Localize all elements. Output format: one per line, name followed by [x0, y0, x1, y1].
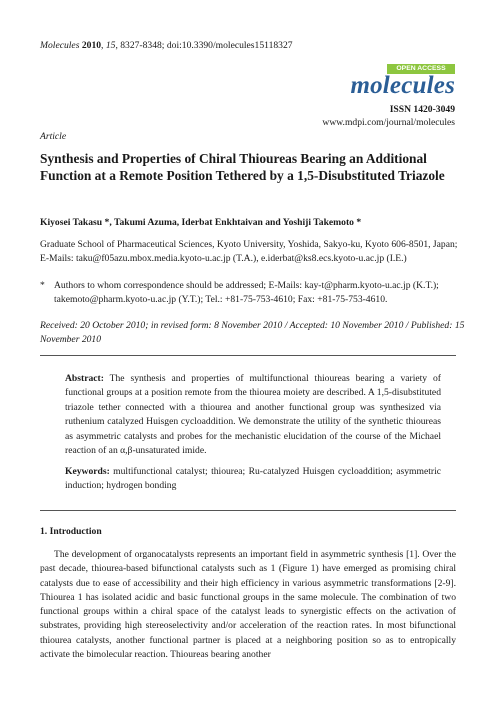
section-heading: 1. Introduction [40, 526, 102, 537]
journal-logo: molecules [350, 72, 455, 99]
correspondence-marker: * [40, 280, 45, 291]
abstract [65, 372, 441, 458]
open-access-badge: OPEN ACCESS [387, 64, 455, 74]
keywords [65, 465, 441, 494]
author-list: Kiyosei Takasu *, Takumi Azuma, Iderbat Enkhtaivan and Yoshiji Takemoto * [40, 217, 362, 228]
article-type: Article [40, 131, 67, 142]
citation-rest: , 8327-8348; doi:10.3390/molecules15118327 [115, 40, 293, 51]
issn: ISSN 1420-3049 [389, 104, 455, 115]
journal-url[interactable]: www.mdpi.com/journal/molecules [322, 117, 455, 128]
affiliation: Graduate School of Pharmaceutical Sciences, Kyoto University, Yoshida, Sakyo-ku, Kyoto 606-8501, Japan; E-Mails: taku@f05azu.mbox.media.kyoto-u.ac.jp (T.A.), e.iderbat@ks8.ecs.kyoto-u.ac.jp (I.E.) [40, 239, 458, 265]
publication-dates: Received: 20 October 2010; in revised form: 8 November 2010 / Accepted: 10 November 2010 / Published: 15 November 2010 [40, 320, 465, 346]
correspondence-note [40, 279, 465, 307]
citation-journal: Molecules [40, 40, 80, 51]
divider-bottom [40, 510, 456, 511]
paper-title: Synthesis and Properties of Chiral Thioureas Bearing an Additional Function at a Remote Position Tethered by a 1,5-Disubstituted Triazole [40, 151, 445, 183]
keywords-label: Keywords: [65, 466, 110, 477]
abstract-text: The synthesis and properties of multifunctional thioureas bearing a variety of functional groups at a position remote from the thiourea moiety are described. A 1,5-disubstituted triazole tether connected with a thiourea and another functional group was synthesized via ruthenium catalyzed Huisgen cycloaddition. We demonstrate the utility of the synthetic thioureas as asymmetric catalysts and probes for the mechanistic elucidation of the course of the Michael reaction of an α,β-unsaturated imide. [65, 373, 441, 457]
abstract-label: Abstract: [65, 373, 104, 384]
intro-paragraph: The development of organocatalysts represents an important field in asymmetric synthesis [1]. Over the past decade, thiourea-based bifunctional catalysts such as 1 (Figure 1) have emerged as promising chiral catalysts due to ease of accessibility and their high efficiency in various asymmetric transformations [2-9]. Thiourea 1 has isolated acidic and basic functional groups in the same molecule. The combination of two functional groups within a chiral space of the catalyst leads to synergistic effects on the activation of substrates, providing high stereoselectivity and/or acceleration of the reaction rates. In most bifunctional thiourea catalysts, another functional partner is placed at a neighboring position so as to entropically activate the bimolecular reaction. Thioureas bearing another [40, 549, 456, 661]
correspondence-text: Authors to whom correspondence should be addressed; E-Mails: kay-t@pharm.kyoto-u.ac.jp (K.T.); takemoto@pharm.kyoto-u.ac.jp (Y.T.); Tel.: +81-75-753-4610; Fax: +81-75-753-4610. [54, 280, 439, 306]
citation-volume: 15 [105, 40, 116, 51]
citation-line: Molecules 2010, 15, 8327-8348; doi:10.3390/molecules15118327 [40, 40, 293, 51]
divider-top [40, 355, 456, 356]
keywords-text: multifunctional catalyst; thiourea; Ru-catalyzed Huisgen cycloaddition; asymmetric induction; hydrogen bonding [65, 466, 441, 492]
citation-year: 2010 [81, 40, 102, 51]
